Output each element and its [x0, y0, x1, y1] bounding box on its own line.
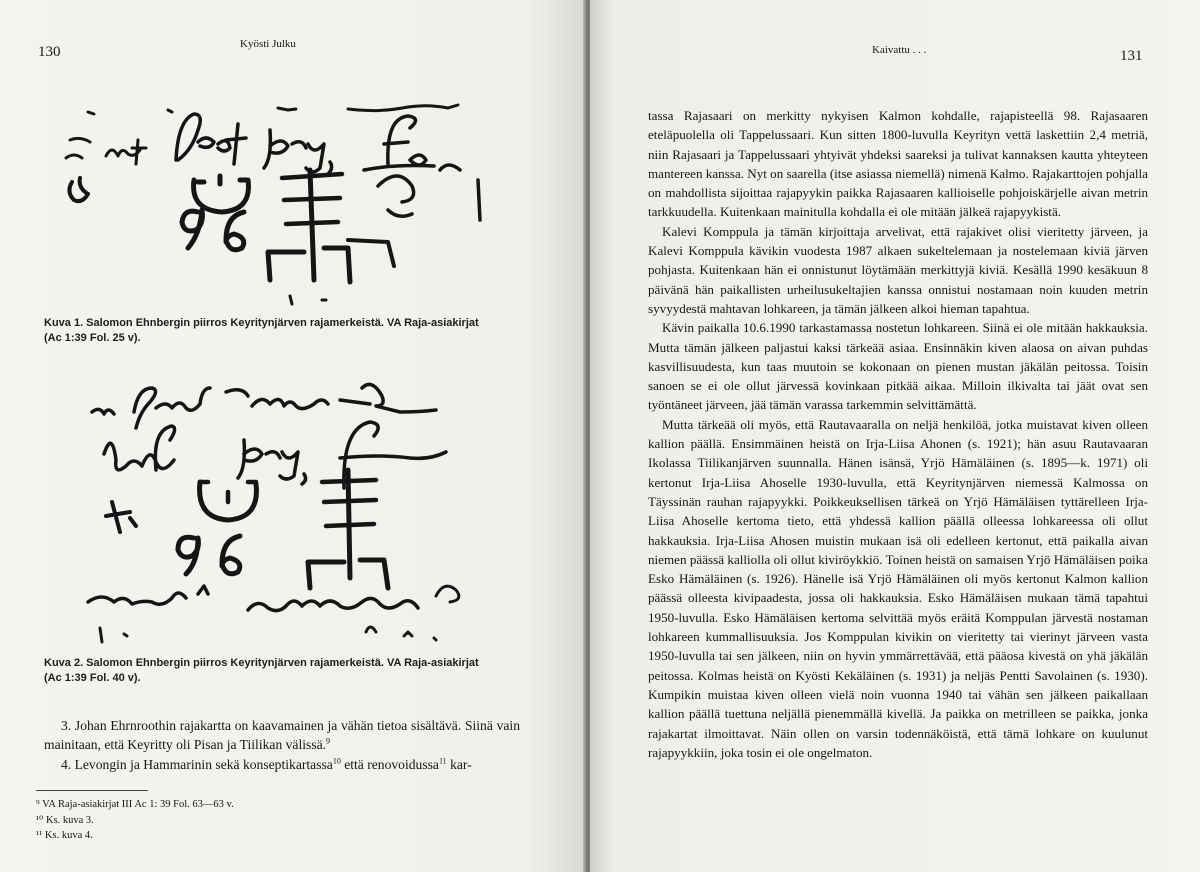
running-head-left: Kyösti Julku	[240, 38, 296, 50]
left-page	[0, 0, 586, 872]
paragraph-visit: Kävin paikalla 10.6.1990 tarkastamassa nostetun lohkareen. Siinä ei ole mitään hakkauksia. Mutta tämän jälkeen paljastui kaksi tärkeää asiaa. Ensinnäkin kiven alaosa on aivan puhdas kasvillisuudesta, kun taas muutoin se kokonaan on pienen mustan jäkälän peitossa. Toisin sanoen se ei ole ollut järvessä kovinkaan pitkää aikaa. Milloin ilkivalta tai jäät ovat sen työntäneet järveen, jää tämän varassa tarkemmin selvittämättä.	[648, 320, 1148, 413]
footnote-divider	[36, 790, 148, 791]
figure-2-caption-line1: Kuva 2. Salomon Ehnbergin piirros Keyritynjärven rajamerkeistä. VA Raja-asiakirjat	[44, 657, 479, 669]
page-number-right: 131	[1120, 48, 1143, 64]
footnote-10: ¹⁰ Ks. kuva 3.	[36, 814, 94, 826]
paragraph-continuation: tassa Rajasaari on merkitty nykyisen Kalmon kohdalle, rajapisteellä 98. Rajasaaren eteläpuolella oli Tappelussaari. Kun sitten 1800-luvulla Keyrityn vettä laskettiin 2,4 metriä, niin Rajasaari ja Tappelussaari yhtyivät yhdeksi saareksi ja tulivat kannaksen kautta yhteyteen mantereen kanssa. Nyt on saarella (itse asiassa niemellä) nimenä Kalmo. Rajakarttojen pohjalla on mahdollista sijoittaa rajapyykin paikka Rajasaaren kallioiselle pohjoiskärjelle aivan metrin tarkkuudella. Kuitenkaan mainitulla kohdalla ei ole mitään jälkeä rajapyykistä.	[648, 108, 1148, 220]
page-number-left: 130	[38, 44, 61, 60]
footnote-9: ⁹ VA Raja-asiakirjat III Ac 1: 39 Fol. 63—63 v.	[36, 799, 234, 810]
figure-2-caption	[44, 656, 524, 686]
figure-1-caption	[44, 316, 524, 346]
footnote-ref-10[interactable]: 10	[332, 756, 341, 766]
figure-1-image	[48, 100, 518, 308]
paragraph-3: 3. Johan Ehrnroothin rajakartta on kaavamainen ja vähän tietoa sisältävä. Siinä vain mainitaan, että Keyritty oli Pisan ja Tiilikan välissä.$^9$	[44, 718, 520, 753]
paragraph-komppula: Kalevi Komppula ja tämän kirjoittaja arvelivat, että rajakivet olisi vieritetty järveen, ja Kalevi Komppula kävikin vuodesta 1987 alkaen sukeltelemaan ja nostelemaan kiviä järven pohjasta. Kuitenkaan hän ei onnistunut löytämään merkittyjä kiviä. Kesällä 1990 kesäkuun 8 päivänä hän paikallisten urheilusukeltajien kanssa onnistui nostamaan noin kuuden metrin syvyydestä mahtavan lohkareen, ja tämän jälkeen alkoi hieman tapahtua.	[648, 223, 1148, 316]
paragraph-witnesses: Mutta tärkeää oli myös, että Rautavaaralla on neljä henkilöä, jotka muistavat kiven olleen kallion päällä. Ensimmäinen heistä on Irja-Liisa Ahonen (s. 1921); hän asuu Rautavaaran Ikolassa Tiilikanjärven suunnalla. Hänen isänsä, Yrjö Hämäläinen (s. 1895—k. 1971) oli kertonut Irja-Liisa Ahoselle 1930-luvulla, että Keyritynjärven niemessä Kalmossa on Täyssinän rauhan rajapyykki. Poikkeuksellisen tärkeä on Yrjö Hämäläisen tyttärelleen Irja-Liisa Ahoselle kertoma tieto, että yhdessä kallion päällä olleessa lohkareessa oli ollut hakkauksia. Irja-Liisa Ahosen muistin mukaan isä oli edelleen kertonut, että paikalla aivan niemen päässä kalliolla oli ollut kiviröykkiö. Toinen heistä on samaisen Yrjö Hämäläisen poika Esko Hämäläinen (s. 1926). Hänelle isä Yrjö Hämäläinen oli myös kertonut Kalmon kallion päässä olleesta kivipaadesta, jossa oli hakkauksia. Esko Hämäläisen mukaan tämä tapahtui 1950-luvulla. Esko Hämäläisen kertoma selvittää myös eräitä Komppulan järvestä nostaman lohkareen kummallisuuksia. Jos Komppulan kivikin on vieritetty tai vierinyt järveen vasta 1950-luvulla tai sen jälkeen, niin on hyvin ymmärrettävää, että pääosa kivestä on yhä jäkälän peitossa. Kolmas heistä on Kyösti Kekäläinen (s. 1931) ja neljäs Pentti Savolainen (s. 1930). Kumpikin muistaa kiven olleen vielä noin vuonna 1940 tai vähän sen jälkeen paikallaan kallion päällä tuettuna neljällä pienemmällä kivellä. Ja paikka on metrilleen se paikka, jonka rajakartat ilmoittavat. Näin ollen on varsin todennäköistä, että tämä lohkare on kuulunut rajapyykkiin, joka tosin ei ole ongelmaton.	[648, 416, 1148, 760]
footnotes	[36, 797, 234, 844]
footnote-ref-11[interactable]: 11	[438, 756, 447, 766]
right-body-text	[648, 106, 1148, 762]
figure-1-caption-line2: (Ac 1:39 Fol. 25 v).	[44, 332, 141, 344]
left-body-text	[44, 716, 520, 774]
right-page	[590, 0, 1200, 872]
footnote-11: ¹¹ Ks. kuva 4.	[36, 830, 93, 841]
running-head-right: Kaivattu . . .	[872, 44, 927, 56]
figure-2-caption-line2: (Ac 1:39 Fol. 40 v).	[44, 672, 141, 684]
figure-1-caption-line1: Kuva 1. Salomon Ehnbergin piirros Keyritynjärven rajamerkeistä. VA Raja-asiakirjat	[44, 317, 479, 329]
footnote-ref-9[interactable]: 9	[326, 736, 331, 746]
figure-2-image	[48, 370, 518, 646]
paragraph-4: 4. Levongin ja Hammarinin sekä konseptikartassa$^{10}$ että renovoidussa$^{11}$ kar-	[61, 756, 472, 772]
